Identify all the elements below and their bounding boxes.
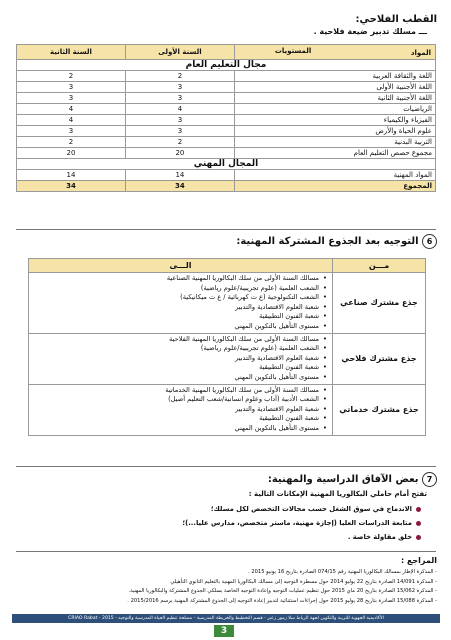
- orientation-rows: [29, 273, 426, 436]
- schedule-table-header: [17, 45, 436, 60]
- year2-hours: 14: [17, 170, 126, 181]
- subject-row: [17, 82, 436, 93]
- subject-name: اللغة الأجنبية الثانية: [234, 93, 435, 104]
- to-track-item: • شعبة العلوم الاقتصادية والتدبير: [30, 303, 319, 313]
- divider: [16, 466, 436, 467]
- total-year2: 34: [17, 181, 126, 192]
- year2-hours: 20: [17, 148, 126, 159]
- subject-row: [17, 115, 436, 126]
- to-tracks: [29, 384, 333, 435]
- reference-item: - المذكرة 15/088 الصادرة بتاريخ 28 يوليو 2015 حول إجراءات استثنائية لتدبير إعادة التوجيه إلى الجذوع المشتركة المهنية برسم 2015/2016 .: [127, 597, 437, 604]
- prospect-text: خلق مقاولة خاصة .: [347, 533, 412, 541]
- year1-hours: 3: [125, 115, 234, 126]
- year1-hours: 4: [125, 104, 234, 115]
- schedule-table: [16, 44, 436, 192]
- to-track-item: • الشعب العلمية (علوم تجريبية/علوم رياضية): [30, 344, 319, 354]
- to-track-item: • مستوى التأهيل بالتكوين المهني: [30, 373, 319, 383]
- orientation-table: [28, 258, 426, 436]
- year2-hours: 3: [17, 126, 126, 137]
- header-year1: السنة الأولى: [125, 45, 234, 60]
- professional-section-row: [17, 159, 436, 170]
- footer-bar: الأكاديمية الجهوية للتربية والتكوين لجهة الرباط سلا زمور زعير - قسم التخطيط والخريطة المدرسية - مصلحة تنظيم الحياة المدرسية والتوجيه - CRIAO Rabat - 2015: [12, 614, 440, 623]
- subject-name: اللغة والثقافة العربية: [234, 71, 435, 82]
- orientation-table-header: [29, 259, 426, 273]
- prospect-bullet: [211, 505, 421, 513]
- from-track: جذع مشترك صناعي: [333, 273, 426, 334]
- prospect-text: متابعة الدراسات العليا (إجازة مهنية، ماستر متخصص، مدارس عليا...)؛: [182, 519, 412, 527]
- to-track-item: • شعبة الفنون التطبيقية: [30, 363, 319, 373]
- prospect-bullet: [182, 519, 421, 527]
- total-label: المجموع: [234, 181, 435, 192]
- subject-name: مجموع حصص التعليم العام: [234, 148, 435, 159]
- year2-hours: 4: [17, 115, 126, 126]
- section6-heading: [236, 234, 437, 249]
- from-track: جذع مشترك خدماتي: [333, 384, 426, 435]
- professional-rows: [17, 170, 436, 181]
- year1-hours: 20: [125, 148, 234, 159]
- prospect-bullet: [348, 533, 421, 541]
- to-track-item: • الشعب الأدبية (آداب وعلوم انسانية/شعب التعليم أصيل): [30, 395, 319, 405]
- header-diagonal-cell: [234, 45, 435, 60]
- reference-item: - المذكرة 15/062 الصادرة بتاريخ 20 ماي 2015 حول تنظيم عمليات التوجيه وإعادة التوجيه الخاصة بسلكي الجذوع المشتركة والبكالوريا المهنية.: [128, 588, 437, 595]
- to-track-item: • شعبة العلوم الاقتصادية والتدبير: [30, 354, 319, 364]
- subject-row: [17, 170, 436, 181]
- year2-hours: 3: [17, 82, 126, 93]
- to-track-item: • مسالك السنة الأولى من سلك البكالوريا المهنية الخدماتية: [30, 386, 319, 396]
- subject-name: اللغة الأجنبية الأولى: [234, 82, 435, 93]
- header-levels-label: المستويات: [274, 47, 312, 55]
- general-rows: [17, 71, 436, 159]
- prospect-text: الاندماج في سوق الشغل حسب مجالات التخصص لكل مسلك؛: [210, 505, 412, 513]
- page-number: 3: [214, 625, 234, 637]
- references-list: [13, 568, 437, 606]
- header-to: الـــى: [29, 259, 333, 273]
- orientation-row: [29, 273, 426, 334]
- total-row: [17, 181, 436, 192]
- general-section-title: مجال التعليم العام: [17, 60, 436, 71]
- subject-name: علوم الحياة والأرض: [234, 126, 435, 137]
- subject-name: الرياضيات: [234, 104, 435, 115]
- section7-heading: [268, 472, 437, 487]
- subject-row: [17, 137, 436, 148]
- header-from: مـــن: [333, 259, 426, 273]
- professional-section-title: المجال المهني: [17, 159, 436, 170]
- header-materials-label: المواد: [410, 49, 431, 57]
- section-title-agricultural-pole: القطب الفلاحي:: [355, 14, 437, 25]
- section7-title: بعض الآفاق الدراسية والمهنية:: [267, 474, 419, 485]
- references-title: المراجع :: [400, 556, 437, 565]
- year1-hours: 3: [125, 93, 234, 104]
- subject-name: المواد المهنية: [234, 170, 435, 181]
- to-track-item: • مستوى التأهيل بالتكوين المهني: [30, 322, 319, 332]
- year2-hours: 2: [17, 137, 126, 148]
- to-track-list: [30, 335, 331, 383]
- to-track-list: [30, 274, 331, 332]
- orientation-row: [29, 333, 426, 384]
- to-tracks: [29, 333, 333, 384]
- to-track-list: [30, 386, 331, 434]
- subject-row: [17, 71, 436, 82]
- orientation-row: [29, 384, 426, 435]
- reference-item: - المذكرة 14/091 الصادرة بتاريخ 22 يوليو 2014 حول مسطرة التوجيه إلى مسالك البكالوريا المهنية بالتعليم الثانوي التأهيلي: [170, 578, 437, 585]
- divider: [16, 229, 436, 230]
- bullet-dot-icon: [416, 535, 421, 540]
- total-year1: 34: [125, 181, 234, 192]
- year1-hours: 3: [125, 82, 234, 93]
- subject-row: [17, 126, 436, 137]
- section6-number: 6: [422, 234, 437, 249]
- divider: [16, 551, 436, 552]
- year1-hours: 2: [125, 137, 234, 148]
- to-track-item: • شعبة العلوم الاقتصادية والتدبير: [30, 405, 319, 415]
- subject-name: الفيزياء والكيمياء: [234, 115, 435, 126]
- year1-hours: 3: [125, 126, 234, 137]
- to-track-item: • شعبة الفنون التطبيقية: [30, 414, 319, 424]
- to-tracks: [29, 273, 333, 334]
- year1-hours: 2: [125, 71, 234, 82]
- year2-hours: 2: [17, 71, 126, 82]
- year2-hours: 3: [17, 93, 126, 104]
- year1-hours: 14: [125, 170, 234, 181]
- year2-hours: 4: [17, 104, 126, 115]
- header-year2: السنة الثانية: [17, 45, 126, 60]
- bullet-dot-icon: [416, 521, 421, 526]
- subject-name: التربية البدنية: [234, 137, 435, 148]
- to-track-item: • مستوى التأهيل بالتكوين المهني: [30, 424, 319, 434]
- bullet-dot-icon: [416, 507, 421, 512]
- subject-row: [17, 148, 436, 159]
- to-track-item: • شعبة الفنون التطبيقية: [30, 312, 319, 322]
- subject-row: [17, 104, 436, 115]
- subject-row: [17, 93, 436, 104]
- to-track-item: • الشعب العلمية (علوم تجريبية/علوم رياضية): [30, 284, 319, 294]
- from-track: جذع مشترك فلاحي: [333, 333, 426, 384]
- to-track-item: • الشعب التكنولوجية (ع ت كهربائية / ع ت ميكانيكية): [30, 293, 319, 303]
- general-section-row: [17, 60, 436, 71]
- section6-title: التوجيه بعد الجذوع المشتركة المهنية:: [236, 236, 419, 247]
- reference-item: - المذكرة الإطار بمسالك البكالوريا المهنية رقم 074/15 الصادرة بتاريخ 16 يونيو 2015 .: [248, 569, 437, 575]
- section-subtitle-farm-management: ـــ مسلك تدبير ضيعة فلاحية .: [313, 27, 427, 36]
- section7-intro: تفتح أمام حاملي البكالوريا المهنية الإمكانات التالية :: [248, 490, 427, 498]
- to-track-item: • مسالك السنة الأولى من سلك البكالوريا المهنية الفلاحية: [30, 335, 319, 345]
- to-track-item: • مسالك السنة الأولى من سلك البكالوريا المهنية الصناعية: [30, 274, 319, 284]
- section7-number: 7: [422, 472, 437, 487]
